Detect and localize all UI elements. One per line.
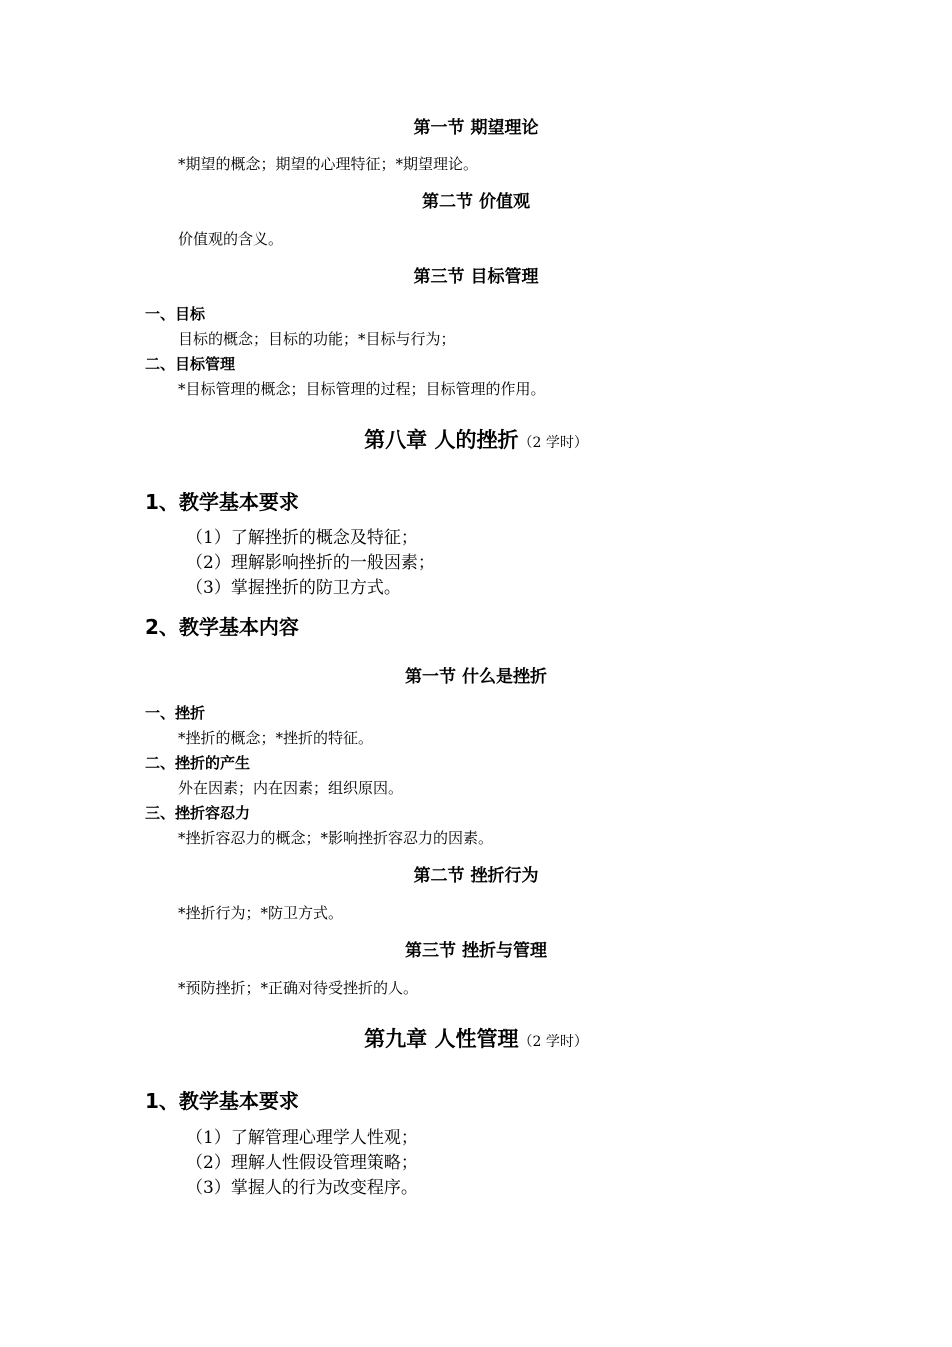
subsection-text: *目标管理的概念；目标管理的过程；目标管理的作用。 [178,380,546,398]
requirement-item: （1）了解管理心理学人性观； [186,1128,418,1148]
section-text: *期望的概念；期望的心理特征；*期望理论。 [178,155,479,173]
section-text: 价值观的含义。 [178,230,284,248]
subsection-text: 目标的概念；目标的功能；*目标与行为； [178,330,456,348]
section-title: 第一节 期望理论 [413,118,539,138]
chapter-hours: （2 学时） [518,1034,588,1050]
section-title: 第三节 目标管理 [413,267,539,287]
subsection-title: 二、挫折的产生 [145,754,251,772]
subsection-title: 三、挫折容忍力 [145,804,251,822]
chapter-title [0,1029,952,1050]
section-title: 第一节 什么是挫折 [405,667,547,687]
chapter-hours: （2 学时） [518,435,588,451]
chapter-title [0,430,952,451]
section-title: 第三节 挫折与管理 [405,941,547,961]
heading-requirements: 1、教学基本要求 [145,490,299,514]
chapter-title-text: 第九章 人性管理 [364,1027,519,1051]
subsection-text: *挫折容忍力的概念；*影响挫折容忍力的因素。 [178,829,494,847]
requirement-item: （3）掌握挫折的防卫方式。 [186,578,401,598]
requirement-item: （1）了解挫折的概念及特征； [186,528,418,548]
heading-content: 2、教学基本内容 [145,615,299,639]
section-text: *预防挫折；*正确对待受挫折的人。 [178,979,419,997]
subsection-text: *挫折的概念；*挫折的特征。 [178,729,374,747]
requirement-item: （2）理解人性假设管理策略； [186,1153,418,1173]
section-text: *挫折行为；*防卫方式。 [178,904,344,922]
requirement-item: （2）理解影响挫折的一般因素； [186,553,435,573]
subsection-text: 外在因素；内在因素；组织原因。 [178,779,404,797]
chapter-title-text: 第八章 人的挫折 [364,428,519,452]
section-title: 第二节 价值观 [422,192,530,212]
subsection-title: 一、挫折 [145,704,206,722]
requirement-item: （3）掌握人的行为改变程序。 [186,1178,418,1198]
section-title: 第二节 挫折行为 [413,866,539,886]
heading-requirements: 1、教学基本要求 [145,1089,299,1113]
subsection-title: 二、目标管理 [145,355,236,373]
subsection-title: 一、目标 [145,305,206,323]
